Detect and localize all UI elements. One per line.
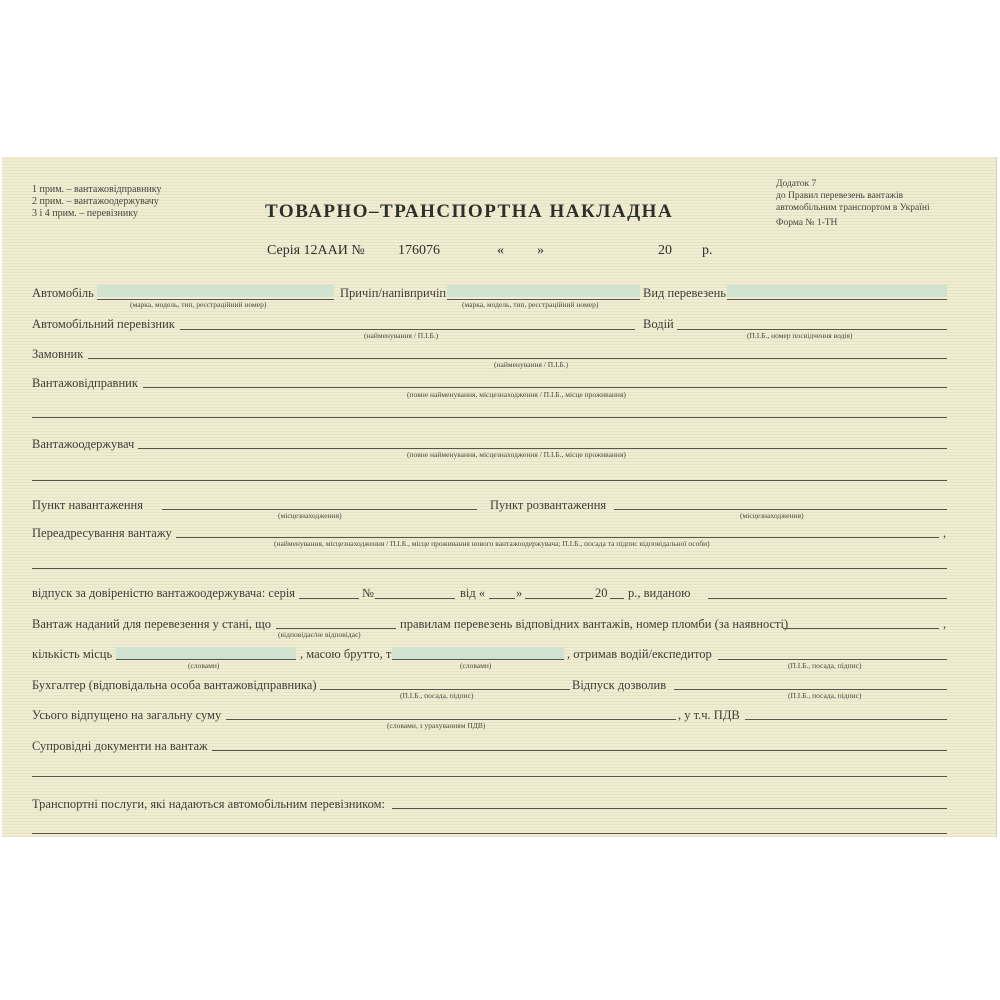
released-hint: (П.І.Б., посада, підпис) [788,691,862,700]
received-by-field[interactable] [718,659,947,660]
docs-field-line-2[interactable] [32,776,947,777]
transport-type-field[interactable] [727,299,947,300]
customer-hint: (найменування / П.І.Б.) [494,360,569,369]
vat-field[interactable] [745,719,947,720]
document-title: ТОВАРНО–ТРАНСПОРТНА НАКЛАДНА [265,201,674,222]
cargo-rules-label: правилам перевезень відповідних вантажів, номер пломби (за наявності) [400,617,789,631]
unloading-point-hint: (місцезнаходження) [740,511,804,520]
unloading-point-label: Пункт розвантаження [490,498,607,512]
cargo-state-label: Вантаж наданий для перевезення у стані, що [32,617,271,631]
released-label: Відпуск дозволив [572,678,667,692]
carrier-hint: (найменування / П.І.Б.) [364,331,439,340]
consignee-hint: (повне найменування, місцезнаходження / П.І.Б., місце проживання) [407,450,626,459]
driver-hint: (П.І.Б., номер посвідчення водія) [747,331,853,340]
proxy-year: 20 [595,586,608,600]
places-field-highlight [116,647,296,659]
mass-hint: (словами) [460,661,492,670]
driver-field[interactable] [677,329,947,330]
total-hint: (словами, з урахуванням ПДВ) [387,721,486,730]
proxy-month-field[interactable] [525,598,593,599]
customer-label: Замовник [32,347,84,361]
cargo-comma: , [943,617,947,631]
copy-line: 1 прим. – вантажовідправнику [32,184,162,195]
proxy-number-field[interactable] [375,598,455,599]
released-field[interactable] [674,689,947,690]
trailer-field-highlight [447,285,640,297]
date-year: 20 [658,243,672,258]
loading-point-field[interactable] [162,509,477,510]
docs-field[interactable] [212,750,947,751]
proxy-issued-label: р., виданою [628,586,691,600]
readdress-comma: , [943,526,947,540]
rules-line: автомобільним транспортом в Україні [776,203,930,213]
carrier-field[interactable] [180,329,635,330]
date-quote-close: » [537,243,544,258]
consignee-field[interactable] [138,448,947,449]
proxy-number-label: № [362,586,374,600]
date-year-suffix: р. [702,243,713,258]
proxy-issued-field[interactable] [708,598,947,599]
consignee-label: Вантажоодержувач [32,437,135,451]
shipper-field[interactable] [143,387,947,388]
total-label: Усього відпущено на загальну суму [32,708,222,722]
customer-field[interactable] [88,358,947,359]
readdress-field[interactable] [176,537,939,538]
rules-line: до Правил перевезень вантажів [776,191,904,201]
car-label: Автомобіль [32,286,94,300]
copies-list [32,184,162,220]
places-field[interactable] [116,659,296,660]
transport-type-field-highlight [727,285,947,297]
form-reference [776,178,930,229]
services-field-line-2[interactable] [32,833,947,834]
waybill-sheet [2,157,997,837]
car-hint: (марка, модель, тип, реєстраційний номер) [130,300,267,309]
proxy-label: відпуск за довіреністю вантажоодержувача: серія [32,586,296,600]
gross-mass-field[interactable] [392,659,564,660]
vat-label: , у т.ч. ПДВ [678,708,740,722]
places-label: кількість місць [32,647,113,661]
places-hint: (словами) [188,661,220,670]
copy-line: 3 і 4 прим. – перевізнику [32,208,138,219]
gross-mass-label: , масою брутто, т [300,647,392,661]
trailer-label: Причіп/напівпричіп [340,286,447,300]
accountant-label: Бухгалтер (відповідальна особа вантажовідправника) [32,678,317,692]
series-number: 176076 [398,243,440,258]
services-label: Транспортні послуги, які надаються автомобільним перевізником: [32,797,386,811]
loading-point-hint: (місцезнаходження) [278,511,342,520]
car-field-highlight [97,285,334,297]
proxy-year-field[interactable] [610,598,624,599]
loading-point-label: Пункт навантаження [32,498,143,512]
services-field[interactable] [392,808,947,809]
proxy-day-field[interactable] [489,598,515,599]
shipper-label: Вантажовідправник [32,376,138,390]
readdress-field-line-2[interactable] [32,568,947,569]
driver-label: Водій [643,317,674,331]
received-by-label: , отримав водій/експедитор [567,647,712,661]
date-quote-open: « [497,243,504,258]
received-by-hint: (П.І.Б., посада, підпис) [788,661,862,670]
shipper-hint: (повне найменування, місцезнаходження / П.І.Б., місце проживання) [407,390,626,399]
readdress-hint: (найменування, місцезнаходження / П.І.Б., місце проживання нового вантажоодержувача; П.І.Б., посада та підпис відповідальної особи) [274,539,710,548]
readdress-label: Переадресування вантажу [32,526,172,540]
copy-line: 2 прим. – вантажоодержувачу [32,196,159,207]
cargo-state-hint: (відповідає/не відповідає) [278,630,361,639]
cargo-state-field[interactable] [276,628,396,629]
appendix-line: Додаток 7 [776,179,817,189]
total-field[interactable] [226,719,676,720]
proxy-quote-close: » [516,586,523,600]
accountant-hint: (П.І.Б., посада, підпис) [400,691,474,700]
accountant-field[interactable] [320,689,570,690]
form-number: Форма № 1-ТН [776,218,838,228]
proxy-from-label: від « [460,586,486,600]
proxy-series-field[interactable] [299,598,359,599]
consignee-field-line-2[interactable] [32,480,947,481]
seal-number-field[interactable] [783,628,939,629]
unloading-point-field[interactable] [614,509,947,510]
trailer-hint: (марка, модель, тип, реєстраційний номер) [462,300,599,309]
series-label: Серія 12ААИ № [267,243,365,258]
shipper-field-line-2[interactable] [32,417,947,418]
carrier-label: Автомобільний перевізник [32,317,175,331]
mass-field-highlight [392,647,564,659]
docs-label: Супровідні документи на вантаж [32,739,208,753]
transport-type-label: Вид перевезень [643,286,726,300]
